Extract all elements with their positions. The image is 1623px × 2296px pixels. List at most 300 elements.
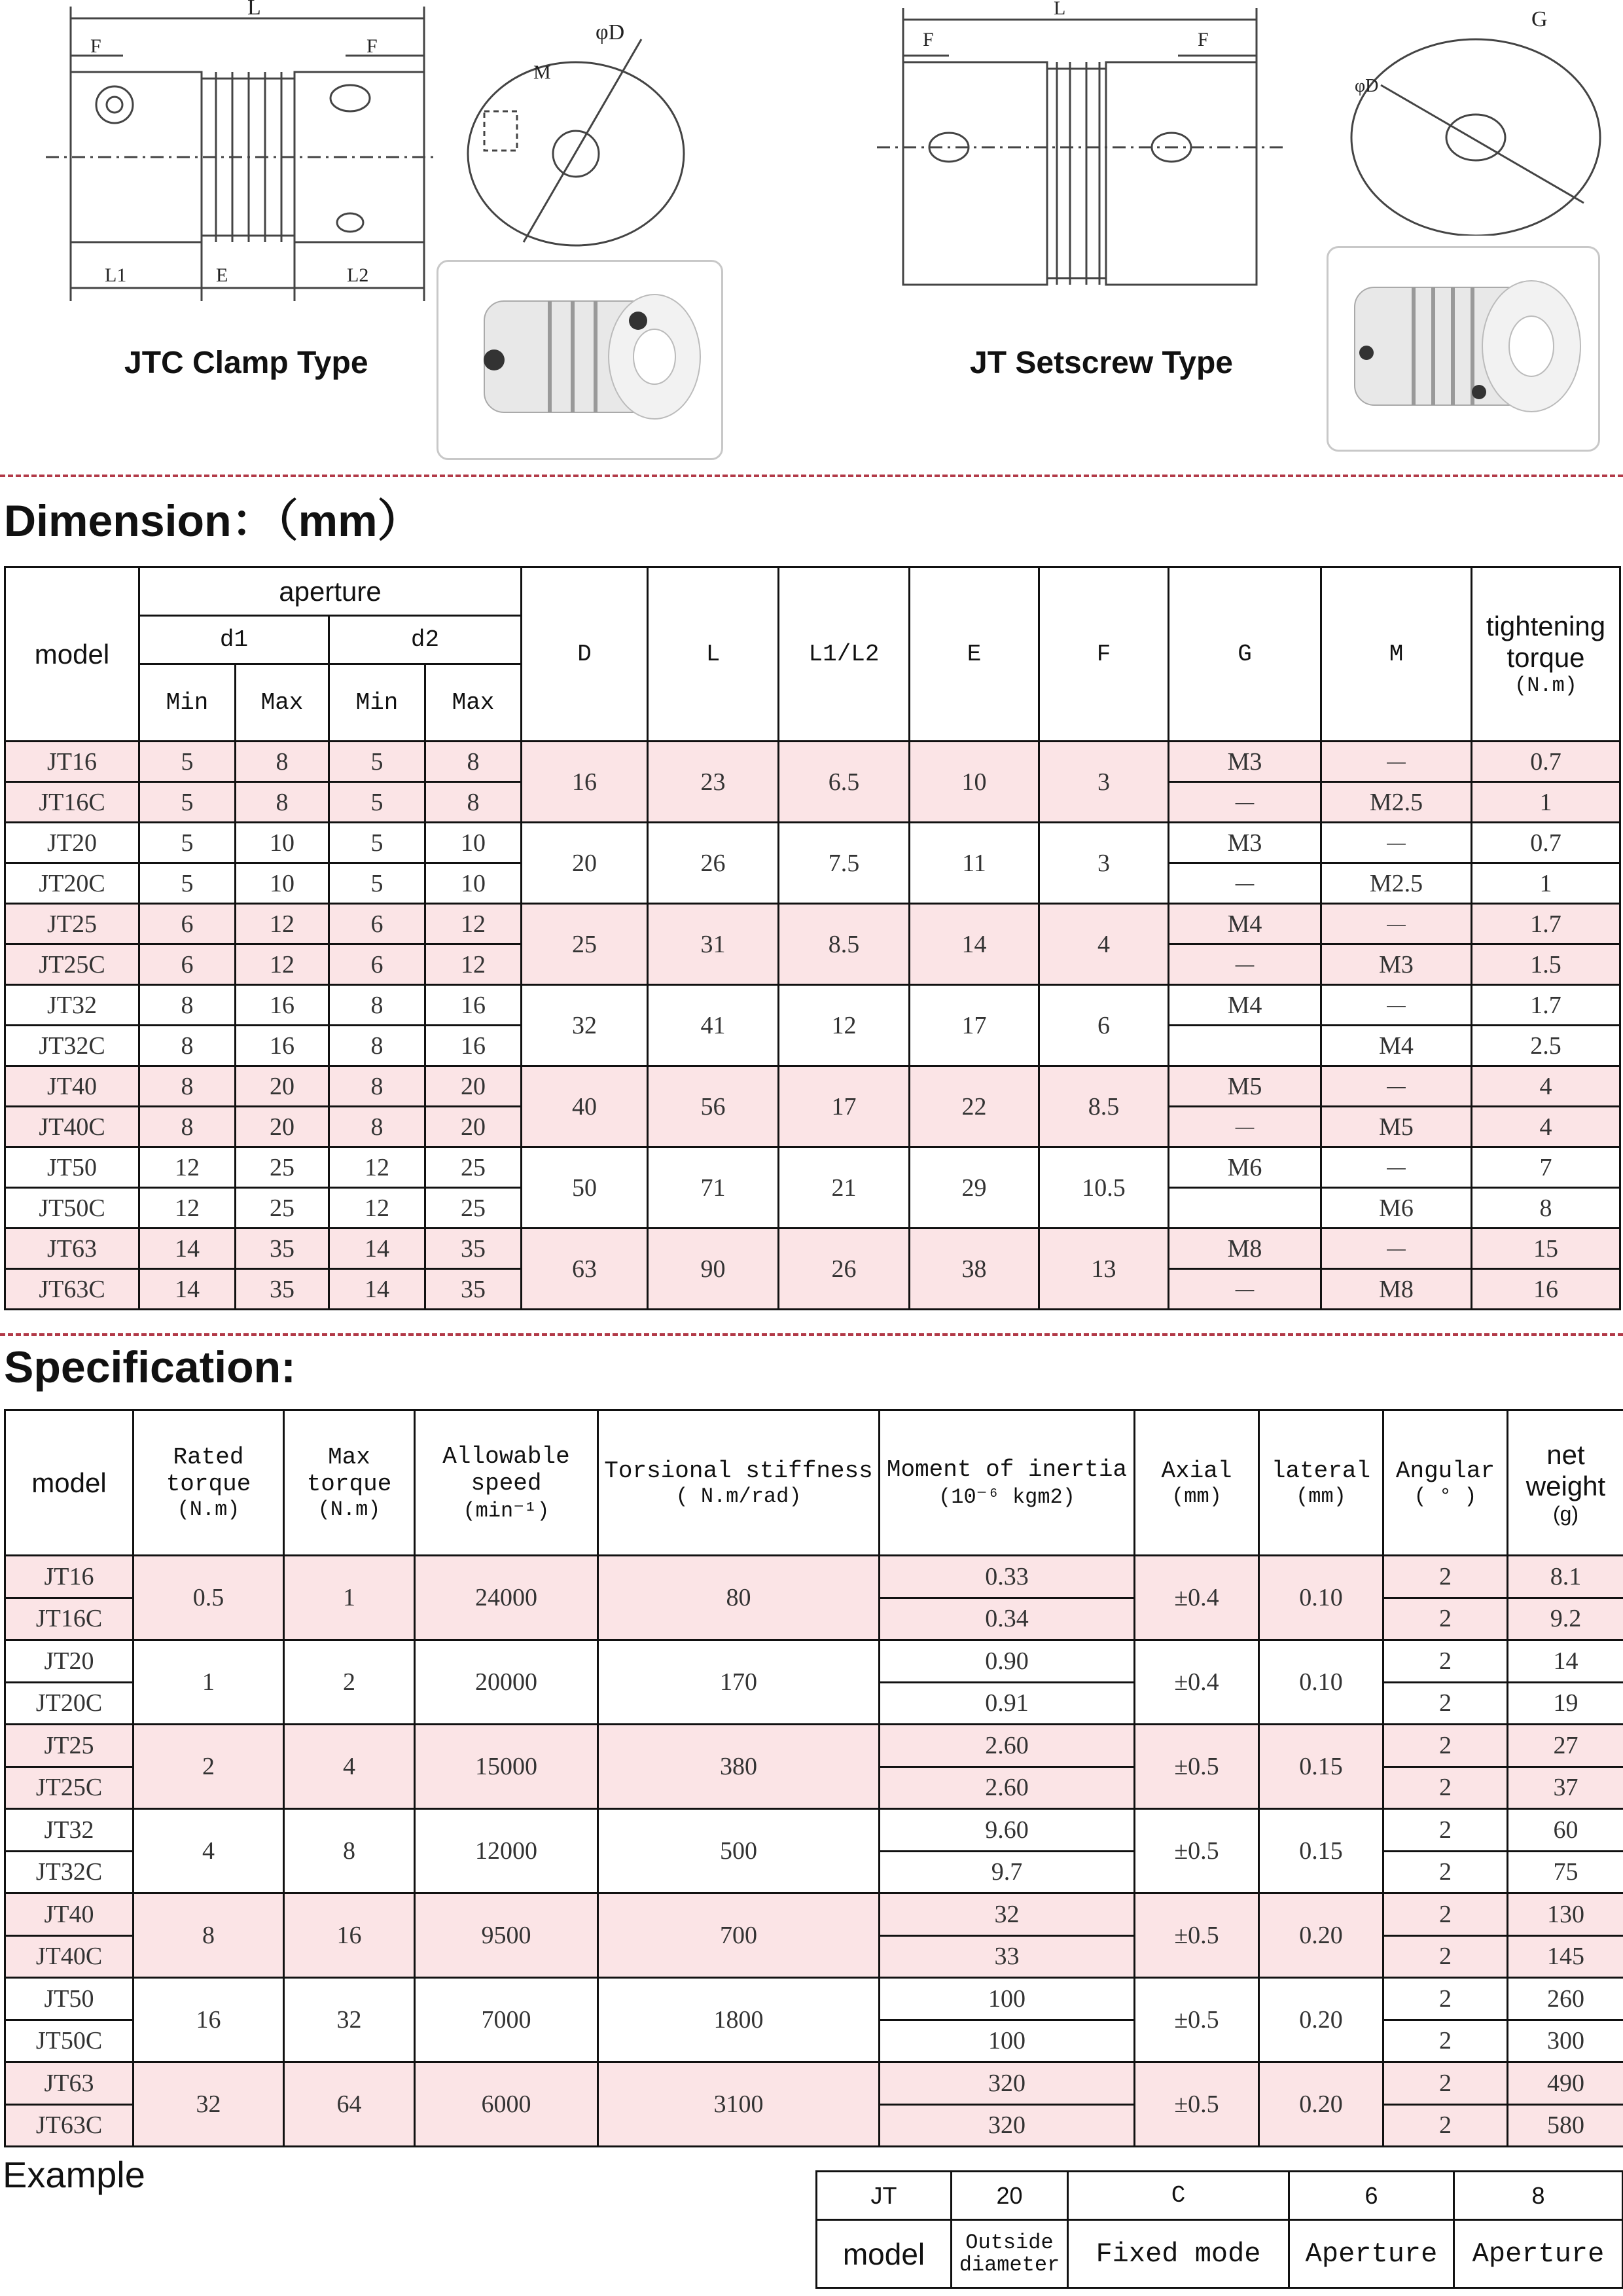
col-E: E: [910, 567, 1039, 742]
svg-text:F: F: [90, 35, 101, 57]
speed-cell: 24000: [415, 1556, 598, 1640]
axial-cell: ±0.5: [1135, 1893, 1259, 1978]
svg-text:E: E: [216, 264, 228, 286]
svg-text:φD: φD: [596, 20, 625, 45]
F-cell: 3: [1039, 823, 1169, 904]
model-cell: JT32C: [5, 1026, 139, 1066]
model-cell: JT50: [5, 1147, 139, 1188]
L-cell: 41: [648, 985, 779, 1066]
svg-text:F: F: [366, 35, 378, 57]
model-cell: JT32: [5, 1809, 134, 1852]
setscrew-product-photo: [1327, 246, 1600, 452]
inertia-cell: 2.60: [880, 1725, 1135, 1767]
angular-cell: 2: [1383, 1682, 1508, 1725]
example-title: Example: [3, 2154, 145, 2195]
model-cell: JT25C: [5, 1767, 134, 1809]
G-cell: M3: [1169, 742, 1321, 782]
E-cell: 10: [910, 742, 1039, 823]
d1-max-cell: 10: [236, 823, 329, 863]
inertia-cell: 9.7: [880, 1851, 1135, 1893]
inertia-cell: 9.60: [880, 1809, 1135, 1852]
example-meaning: Outside diameter: [952, 2220, 1068, 2288]
G-cell: －: [1169, 1269, 1321, 1310]
clamp-end-view: [458, 13, 694, 249]
model-cell: JT32C: [5, 1851, 134, 1893]
example-code: 20: [952, 2172, 1068, 2220]
E-cell: 22: [910, 1066, 1039, 1147]
d1-min-cell: 5: [139, 782, 236, 823]
F-cell: 8.5: [1039, 1066, 1169, 1147]
angular-cell: 2: [1383, 1978, 1508, 2020]
example-code: JT: [817, 2172, 952, 2220]
d1-max-cell: 20: [236, 1066, 329, 1107]
spec-col-axial: Axial (mm): [1135, 1410, 1259, 1556]
example-code: 8: [1454, 2172, 1623, 2220]
spec-col-speed: Allowable speed (min⁻¹): [415, 1410, 598, 1556]
speed-cell: 20000: [415, 1640, 598, 1725]
col-d2-min: Min: [329, 664, 425, 742]
M-cell: M2.5: [1321, 782, 1472, 823]
example-meaning: model: [817, 2220, 952, 2288]
model-cell: JT40C: [5, 1935, 134, 1978]
G-cell: M6: [1169, 1147, 1321, 1188]
speed-cell: 7000: [415, 1978, 598, 2062]
E-cell: 11: [910, 823, 1039, 904]
rated-torque-cell: 4: [134, 1809, 284, 1893]
model-cell: JT20: [5, 823, 139, 863]
L1L2-cell: 8.5: [779, 904, 910, 985]
d1-min-cell: 8: [139, 1066, 236, 1107]
model-cell: JT40: [5, 1066, 139, 1107]
M-cell: M4: [1321, 1026, 1472, 1066]
col-G: G: [1169, 567, 1321, 742]
angular-cell: 2: [1383, 1809, 1508, 1852]
d2-max-cell: 35: [425, 1269, 522, 1310]
inertia-cell: 0.34: [880, 1598, 1135, 1640]
tightening-torque-cell: 16: [1472, 1269, 1620, 1310]
lateral-cell: 0.15: [1259, 1725, 1383, 1809]
L1L2-cell: 26: [779, 1229, 910, 1310]
d1-min-cell: 12: [139, 1147, 236, 1188]
inertia-cell: 32: [880, 1893, 1135, 1936]
axial-cell: ±0.4: [1135, 1556, 1259, 1640]
d1-min-cell: 5: [139, 823, 236, 863]
d2-max-cell: 20: [425, 1107, 522, 1147]
model-cell: JT25: [5, 904, 139, 944]
d1-max-cell: 35: [236, 1269, 329, 1310]
inertia-cell: 100: [880, 1978, 1135, 2020]
d1-max-cell: 16: [236, 985, 329, 1026]
angular-cell: 2: [1383, 1725, 1508, 1767]
L1L2-cell: 6.5: [779, 742, 910, 823]
stiffness-cell: 700: [598, 1893, 880, 1978]
M-cell: －: [1321, 1066, 1472, 1107]
model-cell: JT20: [5, 1640, 134, 1683]
spec-col-weight: net weight (g): [1508, 1410, 1623, 1556]
stiffness-cell: 170: [598, 1640, 880, 1725]
dimension-row: [5, 1066, 1620, 1107]
stiffness-cell: 80: [598, 1556, 880, 1640]
clamp-type-drawing: [39, 0, 445, 308]
speed-cell: 9500: [415, 1893, 598, 1978]
L1L2-cell: 17: [779, 1066, 910, 1147]
d2-min-cell: 6: [329, 944, 425, 985]
speed-cell: 6000: [415, 2062, 598, 2147]
svg-text:F: F: [1198, 29, 1209, 50]
d1-max-cell: 20: [236, 1107, 329, 1147]
G-cell: M4: [1169, 985, 1321, 1026]
col-d1-max: Max: [236, 664, 329, 742]
weight-cell: 75: [1508, 1851, 1623, 1893]
max-torque-cell: 4: [284, 1725, 415, 1809]
col-d1: d1: [139, 616, 329, 664]
lateral-cell: 0.10: [1259, 1556, 1383, 1640]
M-cell: －: [1321, 1229, 1472, 1269]
tightening-torque-cell: 0.7: [1472, 742, 1620, 782]
angular-cell: 2: [1383, 1640, 1508, 1683]
max-torque-cell: 1: [284, 1556, 415, 1640]
weight-cell: 37: [1508, 1767, 1623, 1809]
inertia-cell: 33: [880, 1935, 1135, 1978]
model-cell: JT20C: [5, 1682, 134, 1725]
tightening-torque-cell: 1.5: [1472, 944, 1620, 985]
M-cell: －: [1321, 1147, 1472, 1188]
d1-min-cell: 6: [139, 944, 236, 985]
clamp-product-photo: [437, 260, 723, 460]
d1-min-cell: 14: [139, 1269, 236, 1310]
specification-row: [5, 1809, 1623, 1852]
model-cell: JT16C: [5, 1598, 134, 1640]
E-cell: 29: [910, 1147, 1039, 1229]
d1-max-cell: 8: [236, 742, 329, 782]
weight-cell: 490: [1508, 2062, 1623, 2105]
G-cell: －: [1169, 863, 1321, 904]
model-cell: JT25: [5, 1725, 134, 1767]
max-torque-cell: 2: [284, 1640, 415, 1725]
M-cell: M2.5: [1321, 863, 1472, 904]
spec-col-angular: Angular ( ° ): [1383, 1410, 1508, 1556]
col-aperture: aperture: [139, 567, 522, 616]
weight-cell: 9.2: [1508, 1598, 1623, 1640]
setscrew-type-drawing: [864, 0, 1296, 308]
d2-min-cell: 12: [329, 1188, 425, 1229]
lateral-cell: 0.20: [1259, 1893, 1383, 1978]
rated-torque-cell: 8: [134, 1893, 284, 1978]
d1-min-cell: 5: [139, 863, 236, 904]
tightening-torque-cell: 1: [1472, 863, 1620, 904]
rated-torque-cell: 32: [134, 2062, 284, 2147]
weight-cell: 260: [1508, 1978, 1623, 2020]
d2-max-cell: 35: [425, 1229, 522, 1269]
weight-cell: 580: [1508, 2104, 1623, 2147]
weight-cell: 14: [1508, 1640, 1623, 1683]
dimension-row: [5, 823, 1620, 863]
model-cell: JT16C: [5, 782, 139, 823]
d1-max-cell: 12: [236, 904, 329, 944]
M-cell: －: [1321, 985, 1472, 1026]
d1-max-cell: 25: [236, 1147, 329, 1188]
svg-text:φD: φD: [1355, 76, 1379, 96]
L1L2-cell: 12: [779, 985, 910, 1066]
col-F: F: [1039, 567, 1169, 742]
specification-row: [5, 1556, 1623, 1598]
model-cell: JT32: [5, 985, 139, 1026]
tightening-torque-cell: 15: [1472, 1229, 1620, 1269]
inertia-cell: 320: [880, 2104, 1135, 2147]
speed-cell: 15000: [415, 1725, 598, 1809]
clamp-type-title: JTC Clamp Type: [124, 346, 368, 380]
model-cell: JT25C: [5, 944, 139, 985]
weight-cell: 145: [1508, 1935, 1623, 1978]
specification-row: [5, 1725, 1623, 1767]
tightening-torque-cell: 1.7: [1472, 904, 1620, 944]
L-cell: 90: [648, 1229, 779, 1310]
dimension-row: [5, 1147, 1620, 1188]
d2-min-cell: 5: [329, 823, 425, 863]
model-cell: JT40: [5, 1893, 134, 1936]
D-cell: 63: [522, 1229, 648, 1310]
M-cell: －: [1321, 742, 1472, 782]
dimension-table: [4, 566, 1621, 1310]
G-cell: M8: [1169, 1229, 1321, 1269]
d2-min-cell: 5: [329, 742, 425, 782]
model-cell: JT16: [5, 742, 139, 782]
D-cell: 40: [522, 1066, 648, 1147]
d1-max-cell: 25: [236, 1188, 329, 1229]
d2-min-cell: 8: [329, 1026, 425, 1066]
G-cell: M4: [1169, 904, 1321, 944]
inertia-cell: 0.90: [880, 1640, 1135, 1683]
d2-max-cell: 25: [425, 1147, 522, 1188]
dimension-row: [5, 1229, 1620, 1269]
L-cell: 23: [648, 742, 779, 823]
example-meaning: Fixed mode: [1068, 2220, 1289, 2288]
tightening-torque-cell: 0.7: [1472, 823, 1620, 863]
model-cell: JT16: [5, 1556, 134, 1598]
d2-min-cell: 8: [329, 1107, 425, 1147]
weight-cell: 27: [1508, 1725, 1623, 1767]
d1-max-cell: 16: [236, 1026, 329, 1066]
example-code: 6: [1289, 2172, 1454, 2220]
G-cell: －: [1169, 944, 1321, 985]
axial-cell: ±0.5: [1135, 1809, 1259, 1893]
G-cell: －: [1169, 1107, 1321, 1147]
lateral-cell: 0.20: [1259, 2062, 1383, 2147]
tightening-torque-cell: 4: [1472, 1066, 1620, 1107]
M-cell: M3: [1321, 944, 1472, 985]
d2-max-cell: 8: [425, 742, 522, 782]
specification-table: [4, 1409, 1623, 2147]
model-cell: JT50C: [5, 1188, 139, 1229]
rated-torque-cell: 2: [134, 1725, 284, 1809]
angular-cell: 2: [1383, 2020, 1508, 2062]
d1-min-cell: 6: [139, 904, 236, 944]
d1-min-cell: 5: [139, 742, 236, 782]
tightening-torque-cell: 7: [1472, 1147, 1620, 1188]
max-torque-cell: 64: [284, 2062, 415, 2147]
specification-row: [5, 2062, 1623, 2105]
angular-cell: 2: [1383, 1851, 1508, 1893]
tightening-torque-cell: 1.7: [1472, 985, 1620, 1026]
example-meaning: Aperture: [1454, 2220, 1623, 2288]
d2-max-cell: 16: [425, 1026, 522, 1066]
model-cell: JT40C: [5, 1107, 139, 1147]
angular-cell: 2: [1383, 1935, 1508, 1978]
d2-min-cell: 5: [329, 782, 425, 823]
L-cell: 56: [648, 1066, 779, 1147]
stiffness-cell: 3100: [598, 2062, 880, 2147]
col-D: D: [522, 567, 648, 742]
spec-col-inertia: Moment of inertia (10⁻⁶ kgm2): [880, 1410, 1135, 1556]
lateral-cell: 0.15: [1259, 1809, 1383, 1893]
speed-cell: 12000: [415, 1809, 598, 1893]
setscrew-type-title: JT Setscrew Type: [970, 346, 1233, 380]
F-cell: 4: [1039, 904, 1169, 985]
svg-text:F: F: [923, 29, 934, 50]
inertia-cell: 2.60: [880, 1767, 1135, 1809]
d1-min-cell: 8: [139, 985, 236, 1026]
d2-min-cell: 5: [329, 863, 425, 904]
example-table: [815, 2170, 1623, 2289]
specification-row: [5, 1893, 1623, 1936]
d1-max-cell: 8: [236, 782, 329, 823]
col-L1L2: L1/L2: [779, 567, 910, 742]
rated-torque-cell: 0.5: [134, 1556, 284, 1640]
model-cell: JT50: [5, 1978, 134, 2020]
stiffness-cell: 380: [598, 1725, 880, 1809]
d2-max-cell: 10: [425, 863, 522, 904]
d2-min-cell: 8: [329, 1066, 425, 1107]
weight-cell: 8.1: [1508, 1556, 1623, 1598]
svg-text:L1: L1: [105, 264, 127, 286]
axial-cell: ±0.5: [1135, 2062, 1259, 2147]
section-divider: [0, 475, 1623, 477]
specification-row: [5, 1978, 1623, 2020]
dimension-row: [5, 985, 1620, 1026]
stiffness-cell: 500: [598, 1809, 880, 1893]
M-cell: M5: [1321, 1107, 1472, 1147]
d1-min-cell: 12: [139, 1188, 236, 1229]
dimension-title: Dimension：（mm）: [4, 496, 422, 546]
L1L2-cell: 7.5: [779, 823, 910, 904]
angular-cell: 2: [1383, 2104, 1508, 2147]
G-cell: M5: [1169, 1066, 1321, 1107]
F-cell: 3: [1039, 742, 1169, 823]
inertia-cell: 320: [880, 2062, 1135, 2105]
d2-min-cell: 6: [329, 904, 425, 944]
model-cell: JT63C: [5, 1269, 139, 1310]
max-torque-cell: 8: [284, 1809, 415, 1893]
d2-max-cell: 20: [425, 1066, 522, 1107]
tightening-torque-cell: 4: [1472, 1107, 1620, 1147]
L1L2-cell: 21: [779, 1147, 910, 1229]
col-tightening-torque: tightening torque (N.m): [1472, 567, 1620, 742]
D-cell: 16: [522, 742, 648, 823]
model-cell: JT50C: [5, 2020, 134, 2062]
d2-max-cell: 10: [425, 823, 522, 863]
tightening-torque-cell: 1: [1472, 782, 1620, 823]
G-cell: [1169, 1026, 1321, 1066]
F-cell: 13: [1039, 1229, 1169, 1310]
col-d2: d2: [329, 616, 522, 664]
angular-cell: 2: [1383, 1556, 1508, 1598]
E-cell: 17: [910, 985, 1039, 1066]
G-cell: M3: [1169, 823, 1321, 863]
d1-min-cell: 14: [139, 1229, 236, 1269]
d1-max-cell: 10: [236, 863, 329, 904]
E-cell: 14: [910, 904, 1039, 985]
dim-L-label: L: [247, 0, 261, 20]
M-cell: －: [1321, 904, 1472, 944]
dimension-row: [5, 742, 1620, 782]
D-cell: 20: [522, 823, 648, 904]
G-cell: －: [1169, 782, 1321, 823]
D-cell: 50: [522, 1147, 648, 1229]
E-cell: 38: [910, 1229, 1039, 1310]
col-L: L: [648, 567, 779, 742]
dimension-row: [5, 904, 1620, 944]
axial-cell: ±0.5: [1135, 1725, 1259, 1809]
d2-max-cell: 12: [425, 944, 522, 985]
inertia-cell: 100: [880, 2020, 1135, 2062]
spec-col-stiffness: Torsional stiffness ( N.m/rad): [598, 1410, 880, 1556]
L-cell: 26: [648, 823, 779, 904]
d1-max-cell: 35: [236, 1229, 329, 1269]
col-M: M: [1321, 567, 1472, 742]
lateral-cell: 0.20: [1259, 1978, 1383, 2062]
d1-min-cell: 8: [139, 1026, 236, 1066]
svg-text:M: M: [533, 62, 551, 83]
tightening-torque-cell: 2.5: [1472, 1026, 1620, 1066]
max-torque-cell: 32: [284, 1978, 415, 2062]
model-cell: JT63: [5, 1229, 139, 1269]
svg-text:L: L: [1054, 0, 1066, 19]
F-cell: 10.5: [1039, 1147, 1169, 1229]
svg-text:L2: L2: [347, 264, 369, 286]
angular-cell: 2: [1383, 1598, 1508, 1640]
weight-cell: 19: [1508, 1682, 1623, 1725]
d2-max-cell: 25: [425, 1188, 522, 1229]
L-cell: 31: [648, 904, 779, 985]
rated-torque-cell: 1: [134, 1640, 284, 1725]
model-cell: JT63: [5, 2062, 134, 2105]
weight-cell: 300: [1508, 2020, 1623, 2062]
example-code: C: [1068, 2172, 1289, 2220]
spec-col-rated-torque: Rated torque (N.m): [134, 1410, 284, 1556]
rated-torque-cell: 16: [134, 1978, 284, 2062]
axial-cell: ±0.4: [1135, 1640, 1259, 1725]
weight-cell: 130: [1508, 1893, 1623, 1936]
model-cell: JT63C: [5, 2104, 134, 2147]
F-cell: 6: [1039, 985, 1169, 1066]
col-d2-max: Max: [425, 664, 522, 742]
D-cell: 32: [522, 985, 648, 1066]
setscrew-end-view: [1335, 0, 1610, 236]
col-model: model: [5, 567, 139, 742]
d1-max-cell: 12: [236, 944, 329, 985]
d2-max-cell: 8: [425, 782, 522, 823]
stiffness-cell: 1800: [598, 1978, 880, 2062]
M-cell: －: [1321, 823, 1472, 863]
angular-cell: 2: [1383, 2062, 1508, 2105]
spec-col-max-torque: Max torque (N.m): [284, 1410, 415, 1556]
d2-min-cell: 8: [329, 985, 425, 1026]
d2-max-cell: 12: [425, 904, 522, 944]
svg-text:G: G: [1531, 7, 1548, 31]
spec-col-lateral: lateral (mm): [1259, 1410, 1383, 1556]
d1-min-cell: 8: [139, 1107, 236, 1147]
M-cell: M6: [1321, 1188, 1472, 1229]
